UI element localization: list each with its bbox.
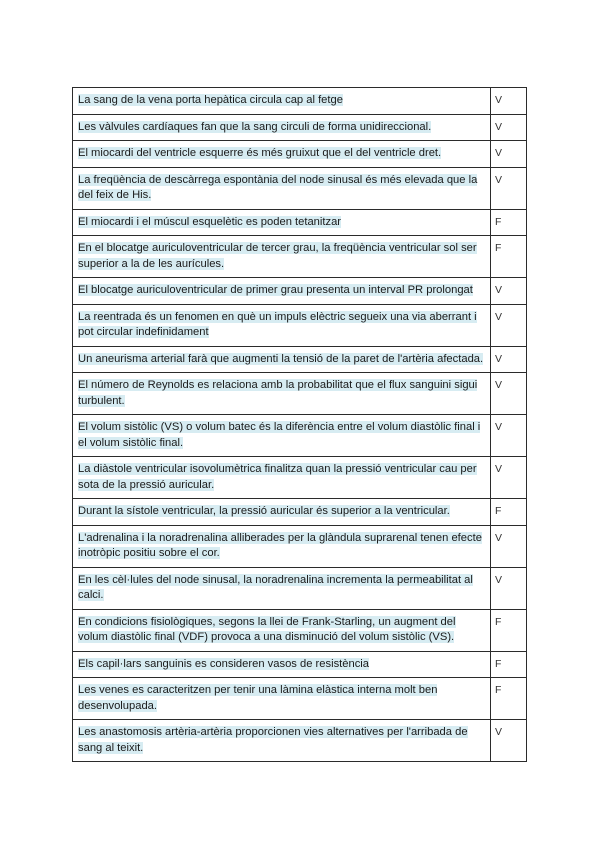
- statement-cell: [73, 678, 491, 720]
- statement-text: L'adrenalina i la noradrenalina alliberades per la glàndula suprarenal tenen efecte inotròpic positiu sobre el cor.: [78, 531, 482, 559]
- statement-text: En el blocatge auriculoventricular de tercer grau, la freqüència ventricular sol ser superior a la de les aurícules.: [78, 242, 477, 270]
- statement-text: El miocardi del ventricle esquerre és més gruixut que el del ventricle dret.: [78, 147, 442, 159]
- statement-cell: [73, 278, 491, 305]
- statement-text: La reentrada és un fenomen en què un impuls elèctric segueix una via aberrant i pot circular indefinidament: [78, 310, 477, 338]
- statement-text: El miocardi i el múscul esquelètic es poden tetanitzar: [78, 215, 342, 228]
- statement-cell: [73, 167, 491, 209]
- answer-cell: V: [491, 720, 527, 762]
- table-row: [73, 167, 527, 209]
- statement-cell: [73, 609, 491, 651]
- statement-text: Les anastomosis artèria-artèria proporcionen vies alternatives per l'arribada de sang al teixit.: [78, 726, 468, 754]
- statement-text: El número de Reynolds es relaciona amb la probabilitat que el flux sanguini sigui turbulent.: [78, 379, 478, 407]
- statement-cell: [73, 236, 491, 278]
- table-row: [73, 373, 527, 415]
- statement-cell: [73, 651, 491, 678]
- table-row: [73, 651, 527, 678]
- table-row: [73, 88, 527, 115]
- statement-text: La sang de la vena porta hepàtica circula cap al fetge: [78, 94, 343, 106]
- answer-cell: V: [491, 304, 527, 346]
- statement-cell: [73, 114, 491, 141]
- table-row: [73, 304, 527, 346]
- statement-text: El blocatge auriculoventricular de primer grau presenta un interval PR prolongat: [78, 284, 473, 296]
- table-row: [73, 457, 527, 499]
- answer-cell: V: [491, 278, 527, 305]
- statement-cell: [73, 525, 491, 567]
- table-row: [73, 525, 527, 567]
- statement-text: Les vàlvules cardíaques fan que la sang circuli de forma unidireccional.: [78, 120, 432, 133]
- statement-cell: [73, 209, 491, 236]
- statement-text: En les cèl·lules del node sinusal, la noradrenalina incrementa la permeabilitat al calci.: [78, 573, 473, 601]
- answer-cell: F: [491, 499, 527, 526]
- answer-cell: F: [491, 209, 527, 236]
- answer-cell: F: [491, 678, 527, 720]
- statement-cell: [73, 373, 491, 415]
- answer-cell: V: [491, 567, 527, 609]
- table-row: [73, 499, 527, 526]
- statement-cell: [73, 457, 491, 499]
- table-row: [73, 209, 527, 236]
- answer-cell: V: [491, 373, 527, 415]
- answer-cell: F: [491, 609, 527, 651]
- table-row: [73, 678, 527, 720]
- table-row: [73, 278, 527, 305]
- statement-cell: [73, 415, 491, 457]
- statement-text: Un aneurisma arterial farà que augmenti la tensió de la paret de l'artèria afectada.: [78, 352, 484, 365]
- statement-cell: [73, 720, 491, 762]
- answer-cell: V: [491, 167, 527, 209]
- answer-cell: V: [491, 457, 527, 499]
- statement-text: La diàstole ventricular isovolumètrica finalitza quan la pressió ventricular cau per sota de la pressió auricular.: [78, 463, 477, 491]
- statement-cell: [73, 88, 491, 115]
- answer-cell: V: [491, 346, 527, 373]
- statement-text: Les venes es caracteritzen per tenir una làmina elàstica interna molt ben desenvolupada.: [78, 684, 438, 712]
- table-row: [73, 346, 527, 373]
- statement-text: Durant la sístole ventricular, la pressió auricular és superior a la ventricular.: [78, 505, 450, 517]
- statement-cell: [73, 141, 491, 168]
- statement-text: En condicions fisiològiques, segons la llei de Frank-Starling, un augment del volum diastòlic final (VDF) provoca a una disminució del volum sistòlic (VS).: [78, 615, 456, 643]
- table-row: [73, 114, 527, 141]
- answer-cell: F: [491, 236, 527, 278]
- table-row: [73, 720, 527, 762]
- table-row: [73, 567, 527, 609]
- statement-cell: [73, 567, 491, 609]
- table-row: [73, 609, 527, 651]
- statement-cell: [73, 499, 491, 526]
- answer-cell: V: [491, 88, 527, 115]
- statement-cell: [73, 304, 491, 346]
- table-row: [73, 141, 527, 168]
- answer-cell: V: [491, 525, 527, 567]
- statement-text: La freqüència de descàrrega espontània del node sinusal és més elevada que la del feix de His.: [78, 173, 478, 201]
- table-row: [73, 236, 527, 278]
- statement-text: Els capil·lars sanguinis es consideren vasos de resistència: [78, 657, 370, 670]
- answer-cell: F: [491, 651, 527, 678]
- answer-cell: V: [491, 114, 527, 141]
- statement-cell: [73, 346, 491, 373]
- statement-text: El volum sistòlic (VS) o volum batec és la diferència entre el volum diastòlic final i el volum sistòlic final.: [78, 421, 481, 449]
- answer-cell: V: [491, 415, 527, 457]
- table-row: [73, 415, 527, 457]
- true-false-table: [72, 87, 527, 762]
- answer-cell: V: [491, 141, 527, 168]
